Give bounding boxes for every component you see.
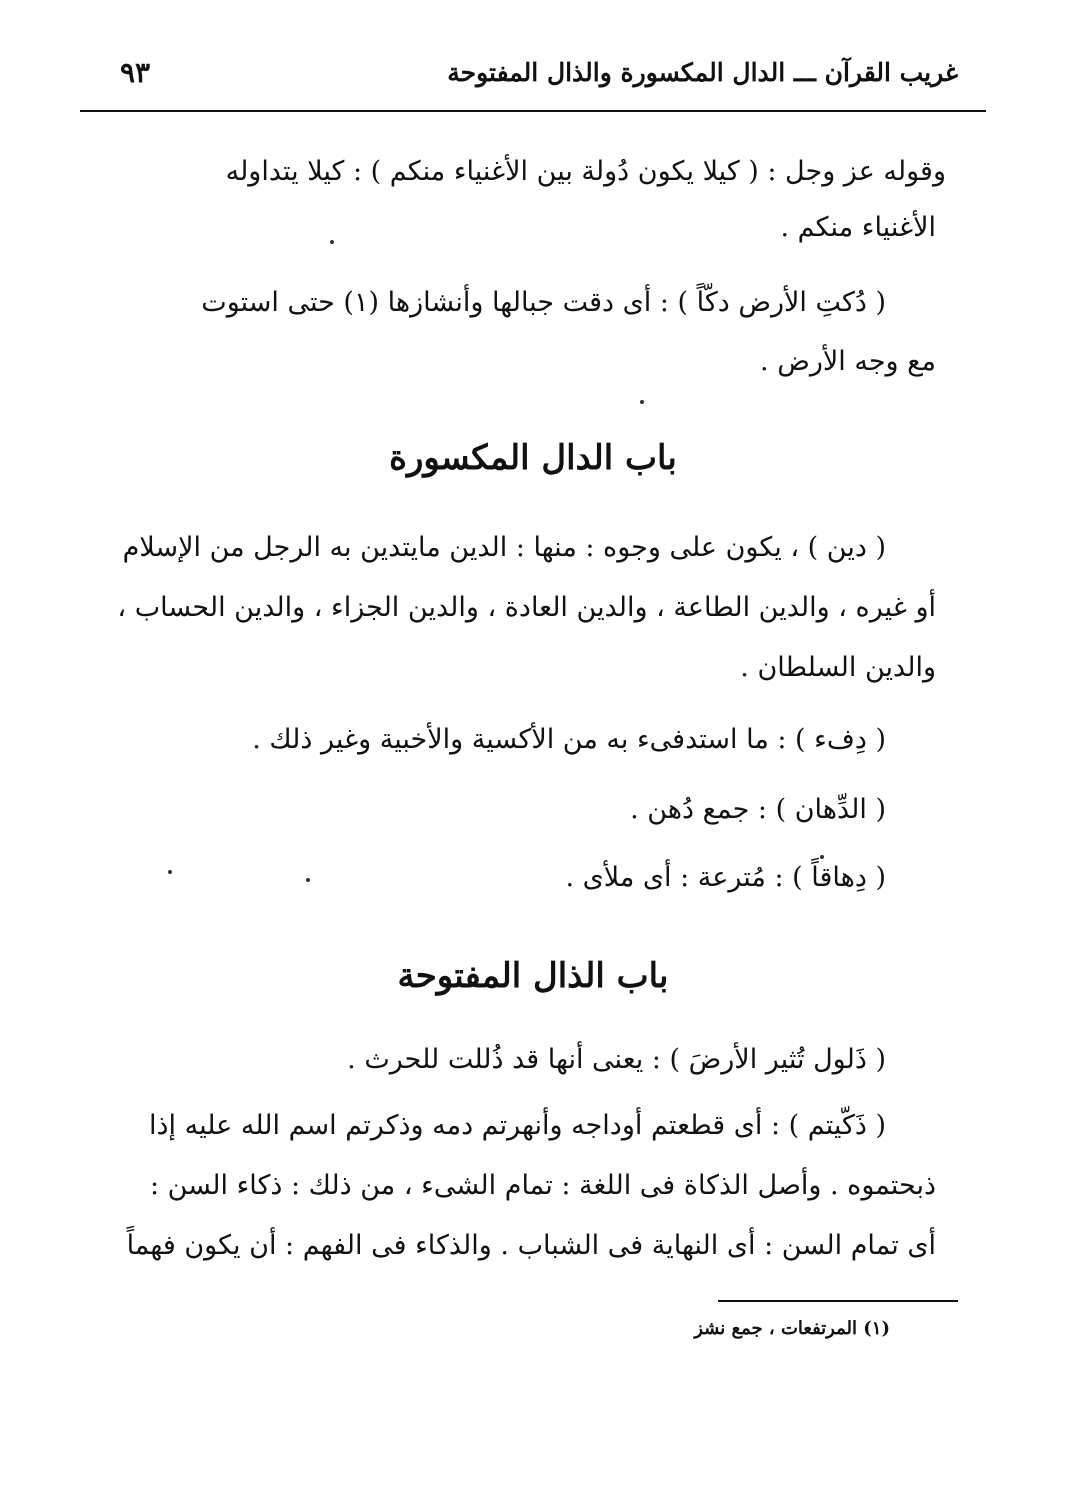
section-heading-dhal-maftuha: باب الذال المفتوحة <box>397 956 669 996</box>
print-speck <box>306 878 310 882</box>
paragraph-line: ( ذَكّيتم ) : أى قطعتم أوداجه وأنهرتم دمه وذكرتم اسم الله عليه إذا <box>148 1110 886 1141</box>
running-title: غريب القرآن ـــ الدال المكسورة والذال المفتوحة <box>447 58 958 87</box>
footnote: (١) المرتفعات ، جمع نشز <box>694 1318 890 1339</box>
paragraph-line: مع وجه الأرض . <box>760 346 936 377</box>
paragraph-line: أى تمام السن : أى النهاية فى الشباب . والذكاء فى الفهم : أن يكون فهماً <box>126 1230 936 1261</box>
paragraph-line: وقوله عز وجل : ( كيلا يكون دُولة بين الأغنياء منكم ) : كيلا يتداوله <box>225 156 946 187</box>
paragraph-line: ( دُكتِ الأرض دكّاً ) : أى دقت جبالها وأنشازها (١) حتى استوت <box>201 287 886 318</box>
section-heading-dal-maksura: باب الدال المكسورة <box>389 438 677 478</box>
print-speck <box>330 240 334 244</box>
paragraph-line: ( دِفء ) : ما استدفىء به من الأكسية والأخبية وغير ذلك . <box>252 724 886 755</box>
paragraph-line: أو غيره ، والدين الطاعة ، والدين العادة ، والدين الجزاء ، والدين الحساب ، <box>117 592 936 623</box>
paragraph-line: والدين السلطان . <box>740 652 936 683</box>
paragraph-line: ذبحتموه . وأصل الذكاة فى اللغة : تمام الشىء ، من ذلك : ذكاء السن : <box>149 1170 936 1201</box>
running-header <box>80 50 986 112</box>
paragraph-line: ( ذَلول تُثير الأرضَ ) : يعنى أنها قد ذُللت للحرث . <box>347 1044 886 1075</box>
print-speck <box>640 400 644 404</box>
paragraph-line: الأغنياء منكم . <box>780 212 936 243</box>
paragraph-line: ( دِهاقاً ) : مُترعة : أى ملأى . <box>565 862 886 893</box>
page-number: ٩٣ <box>120 56 151 89</box>
print-speck <box>168 870 172 874</box>
footnote-separator <box>718 1300 958 1302</box>
paragraph-line: ( دين ) ، يكون على وجوه : منها : الدين مايتدين به الرجل من الإسلام <box>122 532 886 563</box>
print-speck <box>820 855 824 859</box>
paragraph-line: ( الدِّهان ) : جمع دُهن . <box>630 794 886 825</box>
